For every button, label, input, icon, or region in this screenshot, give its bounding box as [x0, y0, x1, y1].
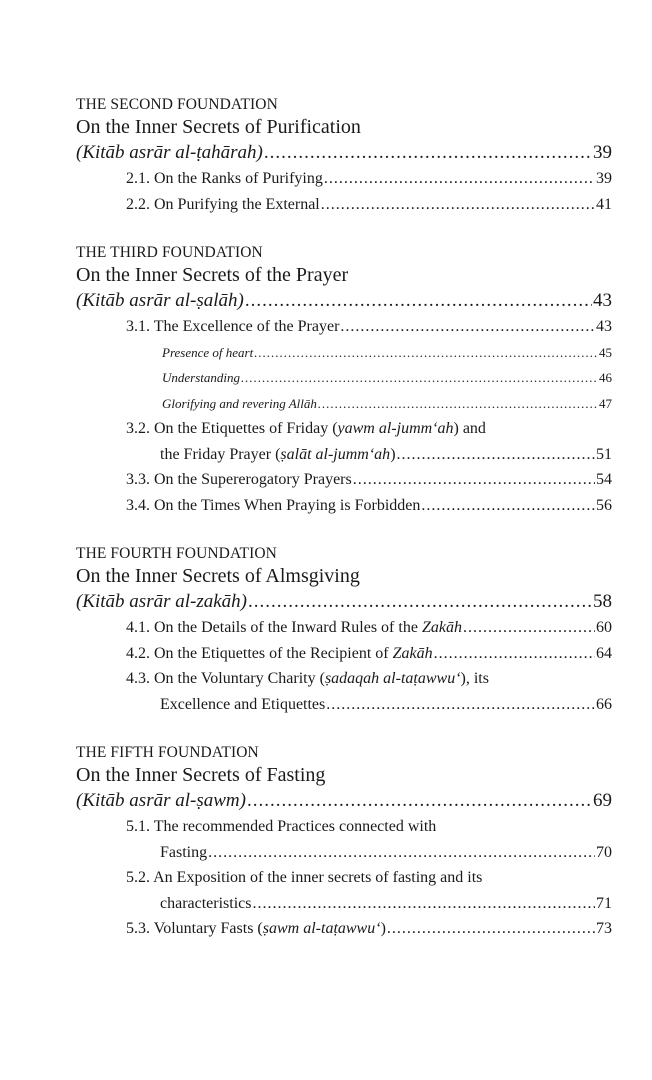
dot-leader [208, 840, 595, 866]
toc-entry[interactable] [76, 166, 612, 192]
entry-number: 2.1. [126, 170, 150, 187]
entry-text: the Friday Prayer ( [160, 445, 281, 463]
page-number: 69 [593, 790, 612, 811]
entry-text: An Exposition of the inner secrets of fasting and its [153, 869, 483, 886]
section-title: On the Inner Secrets of Fasting [76, 764, 326, 786]
page-number: 73 [596, 920, 612, 937]
entry-text: On the Ranks of Purifying [154, 170, 323, 187]
dot-leader [321, 192, 595, 218]
entry-text: ) [390, 445, 396, 463]
dot-leader [421, 493, 595, 519]
dot-leader [387, 916, 595, 942]
entry-text: The Excellence of the Prayer [153, 318, 340, 335]
section-title: On the Inner Secrets of Purification [76, 116, 361, 138]
toc-entry-continuation[interactable] [76, 891, 612, 917]
toc-entry[interactable] [76, 615, 612, 641]
page-number: 71 [596, 894, 612, 912]
subentry-text: Presence of heart [162, 344, 254, 360]
page-number: 54 [596, 471, 612, 488]
entry-number: 2.2. [126, 195, 150, 213]
dot-leader [247, 788, 592, 814]
main-entry-label: (Kitāb asrār al-ṣawm) [76, 790, 246, 811]
dot-leader [253, 891, 596, 917]
subentry-text: Glorifying and revering Allāh [162, 395, 317, 411]
page-number: 64 [596, 644, 612, 662]
section-second-foundation [76, 95, 612, 217]
toc-entry[interactable] [76, 641, 612, 667]
entry-text: On the Voluntary Charity ( [154, 670, 325, 687]
page-number: 46 [599, 370, 612, 385]
foundation-heading: THE FIFTH FOUNDATION [76, 744, 259, 761]
toc-entry[interactable] [76, 314, 612, 340]
entry-text-italic: Zakāh [421, 619, 462, 636]
entry-text: On the Supererogatory Prayers [154, 471, 352, 488]
entry-number: 3.3. [126, 471, 150, 488]
entry-number: 5.3. [126, 920, 150, 937]
entry-text-italic: yawm al-jumm‘ah [337, 420, 454, 437]
dot-leader [434, 641, 595, 667]
page-number: 43 [596, 318, 612, 335]
toc-main-entry[interactable] [76, 589, 612, 615]
toc-entry[interactable] [76, 916, 612, 942]
toc-entry-continuation[interactable] [76, 692, 612, 718]
entry-number: 3.1. [126, 318, 150, 335]
entry-text: Voluntary Fasts ( [153, 920, 263, 937]
entry-text-italic: Zakāh [392, 644, 433, 662]
main-entry-label: (Kitāb asrār al-ṭahārah) [76, 142, 263, 163]
foundation-heading: THE THIRD FOUNDATION [76, 244, 263, 261]
entry-text: ) [380, 920, 386, 937]
toc-main-entry[interactable] [76, 288, 612, 314]
entry-text: Fasting [160, 843, 208, 861]
toc-entry-continuation[interactable] [76, 840, 612, 866]
page-number: 43 [593, 290, 612, 311]
foundation-heading: THE SECOND FOUNDATION [76, 96, 278, 113]
dot-leader [353, 467, 595, 493]
page-number: 70 [596, 843, 612, 861]
toc-subentry[interactable] [76, 340, 612, 366]
dot-leader [241, 365, 598, 391]
toc-subentry[interactable] [76, 391, 612, 417]
entry-text: ), its [460, 670, 489, 687]
toc-entry-line[interactable] [76, 865, 612, 891]
entry-text: On the Times When Praying is Forbidden [154, 496, 421, 514]
toc-entry-continuation[interactable] [76, 442, 612, 468]
entry-number: 3.4. [126, 496, 150, 514]
page-number: 58 [593, 591, 612, 612]
page-number: 39 [593, 142, 612, 163]
toc-main-entry[interactable] [76, 788, 612, 814]
entry-number: 4.3. [126, 670, 150, 687]
table-of-contents [76, 95, 612, 968]
dot-leader [248, 589, 592, 615]
entry-number: 5.1. [126, 818, 150, 835]
page-number: 45 [599, 344, 612, 360]
section-fourth-foundation [76, 544, 612, 717]
entry-number: 4.1. [126, 619, 150, 636]
entry-number: 3.2. [126, 420, 150, 437]
dot-leader [318, 391, 598, 417]
section-third-foundation [76, 243, 612, 518]
entry-text: On the Etiquettes of the Recipient of [154, 644, 393, 662]
toc-entry-line[interactable] [76, 416, 612, 442]
toc-subentry[interactable] [76, 365, 612, 391]
dot-leader [254, 340, 598, 366]
entry-text: characteristics [160, 894, 252, 912]
toc-entry[interactable] [76, 192, 612, 218]
section-title: On the Inner Secrets of the Prayer [76, 264, 349, 286]
dot-leader [340, 314, 595, 340]
entry-text: On the Details of the Inward Rules of the [154, 619, 422, 636]
toc-entry[interactable] [76, 467, 612, 493]
main-entry-label: (Kitāb asrār al-zakāh) [76, 591, 247, 612]
foundation-heading: THE FOURTH FOUNDATION [76, 545, 277, 562]
page-number: 39 [596, 170, 612, 187]
page-number: 66 [596, 695, 612, 713]
entry-text: ) and [453, 420, 486, 437]
page-number: 56 [596, 496, 612, 514]
dot-leader [245, 288, 592, 314]
entry-text-italic: ṣadaqah al-taṭawwu‘ [324, 670, 461, 687]
entry-text-italic: ṣalāt al-jumm‘ah [280, 445, 391, 463]
entry-number: 5.2. [126, 869, 150, 886]
main-entry-label: (Kitāb asrār al-ṣalāh) [76, 290, 244, 311]
page-number: 47 [599, 395, 612, 411]
dot-leader [397, 442, 595, 468]
entry-text: Excellence and Etiquettes [160, 695, 326, 713]
page-number: 60 [596, 619, 612, 636]
dot-leader [463, 615, 595, 641]
dot-leader [324, 166, 595, 192]
toc-entry[interactable] [76, 493, 612, 519]
toc-entry-line[interactable] [76, 814, 612, 840]
section-fifth-foundation [76, 743, 612, 942]
toc-entry-line[interactable] [76, 666, 612, 692]
dot-leader [264, 140, 592, 166]
subentry-text: Understanding [162, 370, 240, 385]
entry-text-italic: ṣawm al-taṭawwu‘ [262, 920, 381, 937]
page-number: 51 [596, 445, 612, 463]
dot-leader [326, 692, 595, 718]
entry-number: 4.2. [126, 644, 150, 662]
entry-text: On the Etiquettes of Friday ( [154, 420, 338, 437]
section-title: On the Inner Secrets of Almsgiving [76, 565, 360, 587]
page-number: 41 [596, 195, 612, 213]
entry-text: On Purifying the External [154, 195, 320, 213]
entry-text: The recommended Practices connected with [153, 818, 437, 835]
toc-main-entry[interactable] [76, 140, 612, 166]
